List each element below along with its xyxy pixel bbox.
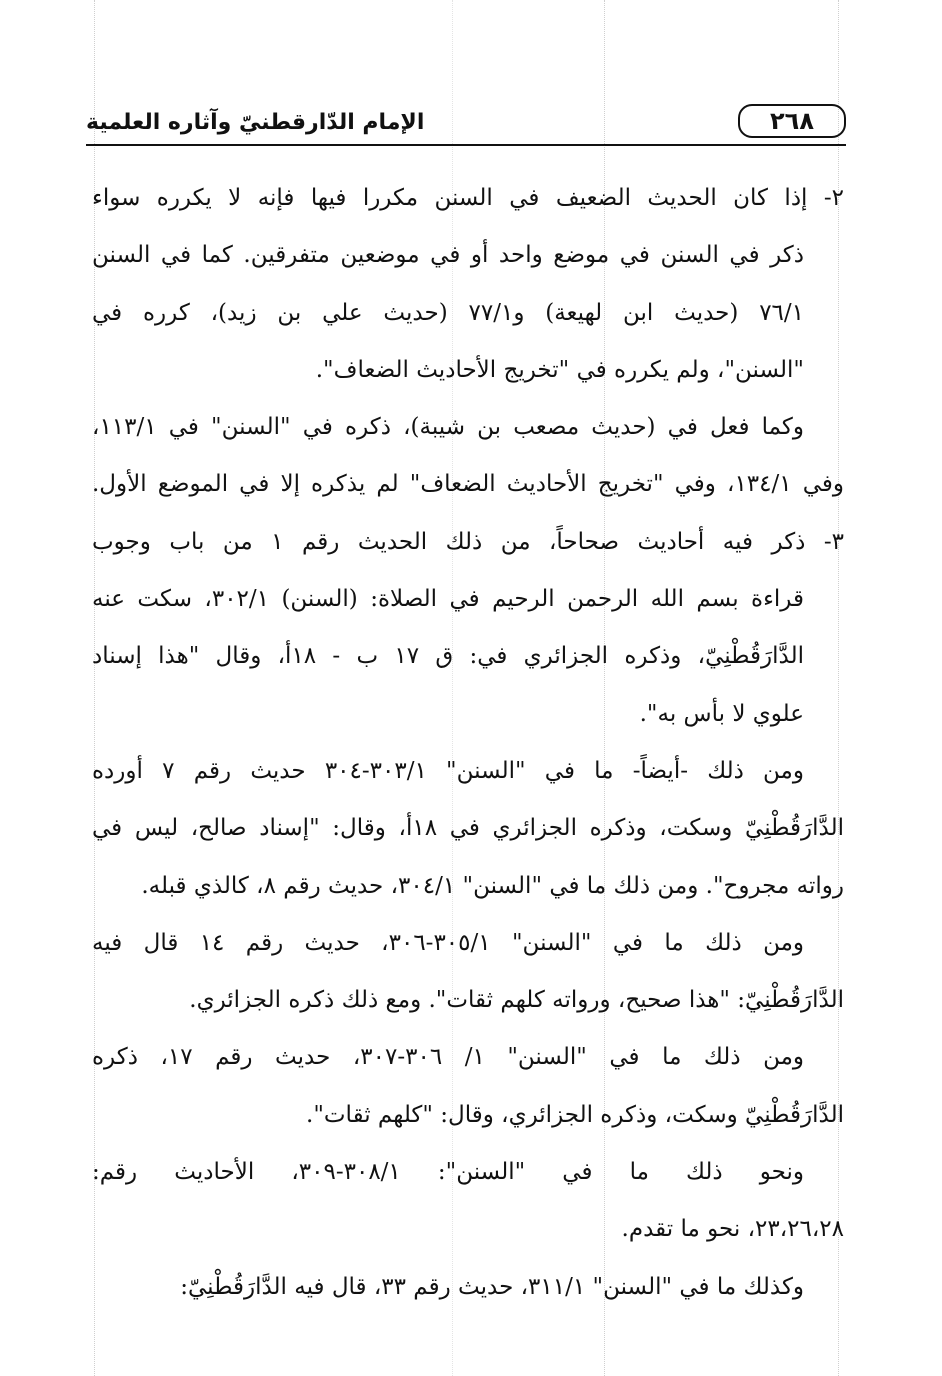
text-line: ونحو ذلك ما في "السنن": ٣٠٨/١-٣٠٩، الأحاديث رقم: xyxy=(92,1159,804,1186)
text-line: الدَّارَقُطْنِيّ: "هذا صحيح، ورواته كلهم ثقات". ومع ذلك ذكره الجزائري. xyxy=(189,987,844,1014)
text-line: ذكر في السنن في موضع واحد أو في موضعين متفرقين. كما في السنن xyxy=(92,242,804,269)
text-line: ومن ذلك ما في "السنن" ١/ ٣٠٦-٣٠٧، حديث رقم ١٧، ذكره xyxy=(92,1044,805,1071)
text-line: ومن ذلك ما في "السنن" ٣٠٥/١-٣٠٦، حديث رقم ١٤ قال فيه xyxy=(92,929,804,956)
text-line: وكما فعل في (حديث مصعب بن شيبة)، ذكره في "السنن" في ١١٣/١، xyxy=(92,414,804,441)
text-line: ٢٣،٢٦،٢٨، نحو ما تقدم. xyxy=(621,1216,844,1243)
text-line: الدَّارَقُطْنِيّ، وذكره الجزائري في: ق ١٧ ب - ١٨أ، وقال "هذا إسناد xyxy=(92,643,805,670)
text-line: رواته مجروح". ومن ذلك ما في "السنن" ٣٠٤/١، حديث رقم ٨، كالذي قبله. xyxy=(141,872,844,899)
body-text xyxy=(92,170,844,1316)
text-line: علوي لا بأس به". xyxy=(639,700,804,727)
page-header xyxy=(86,104,846,146)
header-rule xyxy=(86,144,846,146)
text-line: وكذلك ما في "السنن" ٣١١/١، حديث رقم ٣٣، قال فيه الدَّارَقُطْنِيّ: xyxy=(180,1273,804,1300)
text-line: "السنن"، ولم يكرره في "تخريج الأحاديث الضعاف". xyxy=(315,356,804,383)
text-line: ٧٦/١ (حديث ابن لهيعة) و٧٧/١ (حديث علي بن زيد)، كرره في xyxy=(92,299,804,326)
text-line: الدَّارَقُطْنِيّ وسكت، وذكره الجزائري في ١٨أ، وقال: "إسناد صالح، ليس في xyxy=(92,815,844,842)
text-line: ٣- ذكر فيه أحاديث صحاحاً، من ذلك الحديث رقم ١ من باب وجوب xyxy=(92,528,844,555)
text-line: ومن ذلك -أيضاً- ما في "السنن" ٣٠٣/١-٣٠٤ حديث رقم ٧ أورده xyxy=(92,757,804,784)
text-line: قراءة بسم الله الرحمن الرحيم في الصلاة: (السنن) ٣٠٢/١، سكت عنه xyxy=(92,586,804,613)
text-line: وفي ١٣٤/١، وفي "تخريج الأحاديث الضعاف" لم يذكره إلا في الموضع الأول. xyxy=(92,471,844,498)
text-line: ٢- إذا كان الحديث الضعيف في السنن مكررا فيها فإنه لا يكرره سواء xyxy=(92,185,844,211)
page-number: ٢٦٨ xyxy=(738,104,846,138)
running-title: الإمام الدّارقطنيّ وآثاره العلمية xyxy=(86,110,425,135)
text-line: الدَّارَقُطْنِيّ وسكت، وذكره الجزائري، وقال: "كلهم ثقات". xyxy=(306,1101,844,1128)
